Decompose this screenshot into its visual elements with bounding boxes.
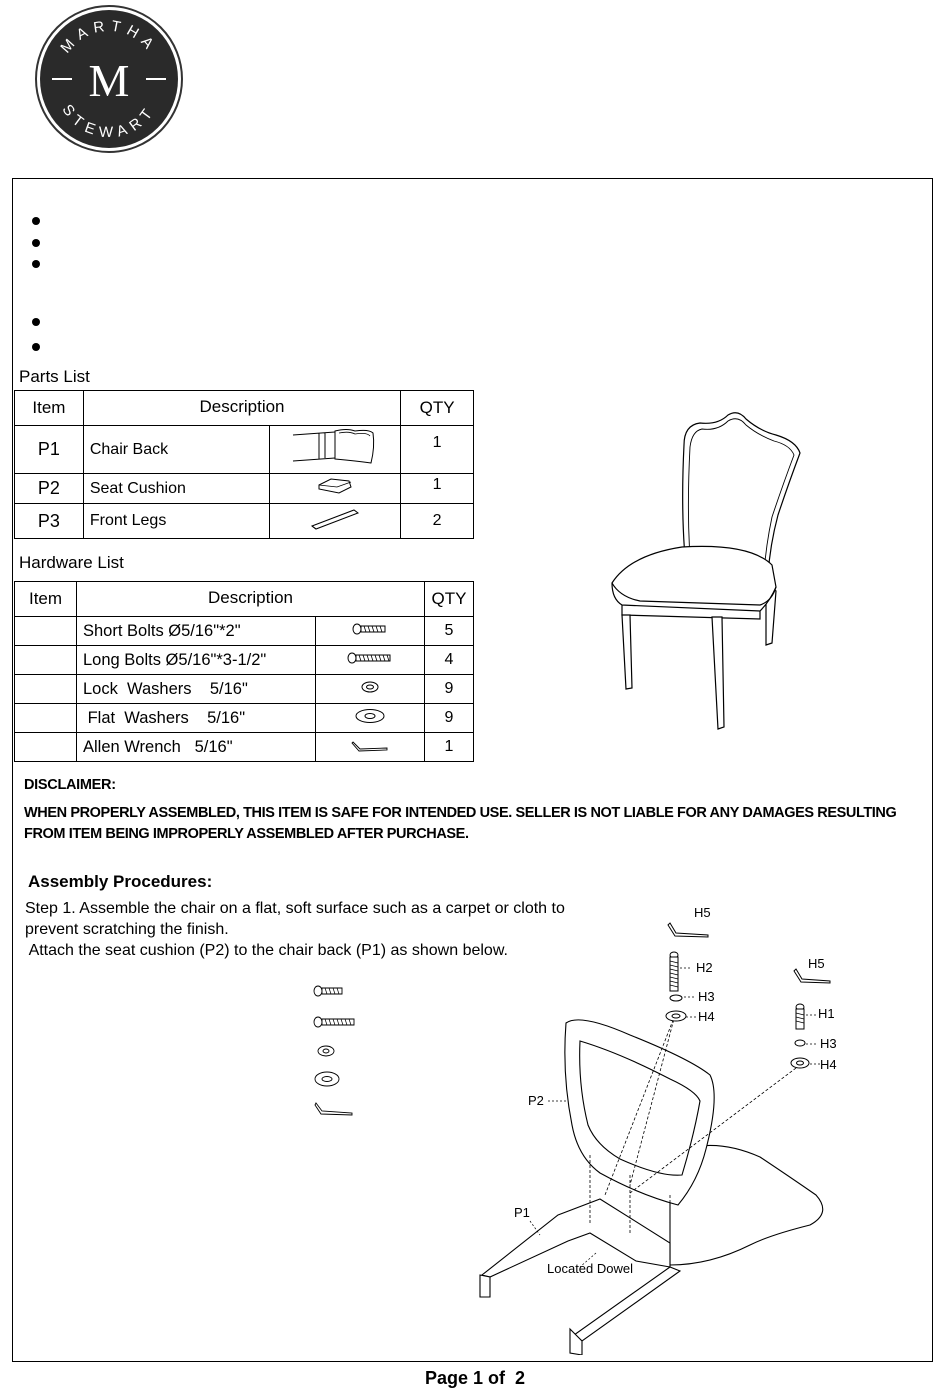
part-description: Chair Back <box>83 426 269 474</box>
long-bolt-icon <box>347 652 393 664</box>
hardware-qty: 9 <box>425 675 474 704</box>
bullet <box>32 318 40 326</box>
seat-cushion-icon <box>315 475 355 497</box>
assembly-title: Assembly Procedures: <box>28 872 213 891</box>
bullet <box>32 343 40 351</box>
parts-header-description: Description <box>83 391 400 426</box>
hardware-description: Lock Washers 5/16" <box>77 675 316 704</box>
hardware-qty: 9 <box>425 704 474 733</box>
label-h5-right: H5 <box>808 956 825 971</box>
label-located-dowel: Located Dowel <box>547 1261 633 1276</box>
table-row <box>15 504 474 539</box>
chair-back-icon <box>289 427 381 467</box>
table-row <box>15 733 474 762</box>
table-row <box>15 474 474 504</box>
step1-line: prevent scratching the finish. <box>25 921 229 938</box>
hardware-item <box>15 646 77 675</box>
part-item: P1 <box>15 426 84 474</box>
short-bolt-icon <box>352 623 388 635</box>
disclaimer-text: WHEN PROPERLY ASSEMBLED, THIS ITEM IS SAFE FOR INTENDED USE. SELLER IS NOT LIABLE FOR ANY DAMAGES RESULTING FROM ITEM BEING IMPROPERLY ASSEMBLED AFTER PURCHASE. <box>24 805 897 842</box>
parts-list-title: Parts List <box>19 367 90 386</box>
table-row <box>15 675 474 704</box>
part-item: P2 <box>15 474 84 504</box>
part-description: Seat Cushion <box>83 474 269 504</box>
label-h4-left: H4 <box>698 1009 715 1024</box>
part-qty: 1 <box>401 474 474 504</box>
parts-header-item: Item <box>15 391 84 426</box>
hardware-list-title: Hardware List <box>19 553 124 572</box>
bullet <box>32 217 40 225</box>
front-leg-icon <box>309 506 361 532</box>
label-p1: P1 <box>514 1205 530 1220</box>
table-row <box>15 617 474 646</box>
hardware-description: Long Bolts Ø5/16"*3-1/2" <box>77 646 316 675</box>
allen-wrench-icon <box>350 738 390 752</box>
label-h3-right: H3 <box>820 1036 837 1051</box>
label-h1: H1 <box>818 1006 835 1021</box>
hardware-item <box>15 704 77 733</box>
hardware-item <box>15 733 77 762</box>
hardware-header-item: Item <box>15 582 77 617</box>
long-bolt-icon <box>314 1017 322 1027</box>
chair-illustration <box>600 405 820 735</box>
assembly-diagram <box>470 895 850 1355</box>
part-item: P3 <box>15 504 84 539</box>
hardware-icons-column <box>308 983 368 1123</box>
table-row <box>15 426 474 474</box>
hardware-qty: 1 <box>425 733 474 762</box>
table-row <box>15 646 474 675</box>
hardware-qty: 5 <box>425 617 474 646</box>
short-bolt-icon <box>314 986 322 996</box>
parts-header-qty: QTY <box>401 391 474 426</box>
logo-top-text: MARTHA <box>57 17 161 57</box>
table-row <box>15 704 474 733</box>
hardware-description: Flat Washers 5/16" <box>77 704 316 733</box>
label-h2: H2 <box>696 960 713 975</box>
disclaimer-title: DISCLAIMER: <box>24 777 116 793</box>
page-number: Page 1 of 2 <box>424 1368 526 1388</box>
hardware-list-table <box>14 581 474 762</box>
lock-washer-icon <box>360 681 380 693</box>
logo-bottom-text: STEWART <box>58 101 160 142</box>
hardware-description: Allen Wrench 5/16" <box>77 733 316 762</box>
part-qty: 1 <box>401 426 474 474</box>
hardware-qty: 4 <box>425 646 474 675</box>
bullet <box>32 239 40 247</box>
part-description: Front Legs <box>83 504 269 539</box>
flat-washer-icon <box>354 708 386 724</box>
label-h4-right: H4 <box>820 1057 837 1072</box>
martha-stewart-logo <box>34 4 184 154</box>
label-h5-left: H5 <box>694 905 711 920</box>
bullet <box>32 260 40 268</box>
logo-letter: M <box>88 55 130 106</box>
hardware-item <box>15 617 77 646</box>
parts-list-table <box>14 390 474 539</box>
hardware-description: Short Bolts Ø5/16"*2" <box>77 617 316 646</box>
hardware-header-qty: QTY <box>425 582 474 617</box>
step1-line: Attach the seat cushion (P2) to the chair back (P1) as shown below. <box>25 942 508 959</box>
part-qty: 2 <box>401 504 474 539</box>
label-p2: P2 <box>528 1093 544 1108</box>
label-h3-left: H3 <box>698 989 715 1004</box>
hardware-item <box>15 675 77 704</box>
hardware-header-description: Description <box>77 582 425 617</box>
step1-line: Step 1. Assemble the chair on a flat, soft surface such as a carpet or cloth to <box>25 900 565 917</box>
